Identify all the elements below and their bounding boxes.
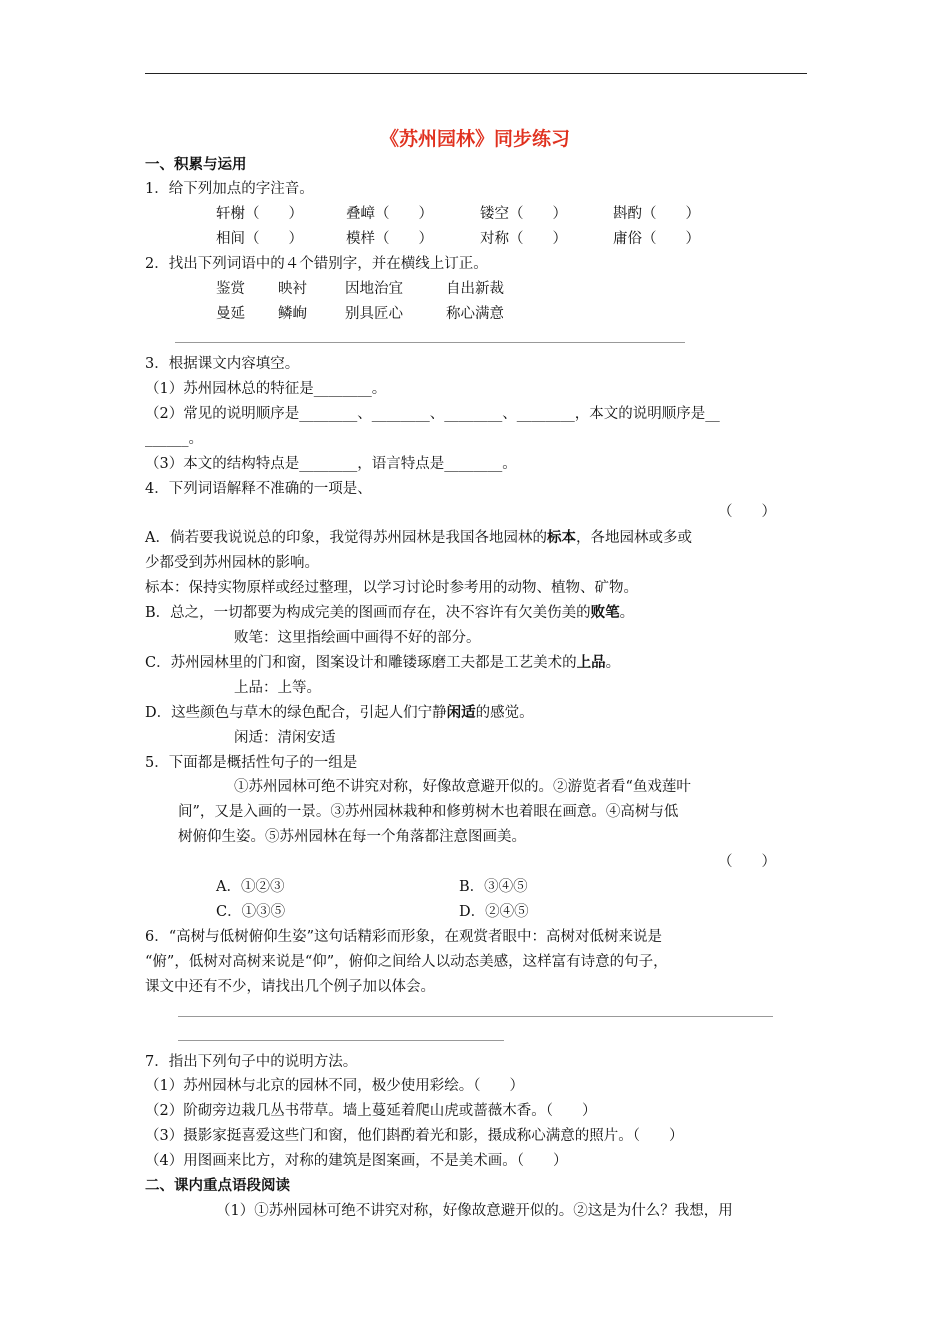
- q2-word: 鳞峋: [278, 306, 307, 322]
- reading-passage: （1）①苏州园林可绝不讲究对称，好像故意避开似的。②这是为什么？我想，用: [216, 1203, 733, 1219]
- q5-stem: 5．下面都是概括性句子的一组是: [145, 755, 358, 771]
- q1-item: 模样（ ）: [346, 231, 433, 247]
- q1-item: 相间（ ）: [216, 231, 303, 247]
- q4-option-a-cont: 少都受到苏州园林的影响。: [145, 555, 319, 571]
- q4-option-b: B．总之，一切都要为构成完美的图画而存在，决不容许有欠美伤美的败笔。: [145, 604, 635, 621]
- section-heading-1: 一、积累与运用: [145, 157, 247, 173]
- q5-passage-line: ①苏州园林可绝不讲究对称，好像故意避开似的。②游览者看“鱼戏莲叶: [234, 779, 691, 795]
- q2-answer-line[interactable]: [175, 342, 685, 343]
- q3-part1: （1）苏州园林总的特征是________。: [145, 381, 387, 397]
- q5-answer-paren[interactable]: （ ）: [718, 854, 776, 870]
- q2-word: 别具匠心: [345, 306, 403, 322]
- q4-b-emphasis: 败笔: [590, 604, 620, 621]
- q2-stem: 2．找出下列词语中的４个错别字，并在横线上订正。: [145, 256, 488, 272]
- q4-d-emphasis: 闲适: [446, 704, 476, 721]
- page-title: 《苏州园林》同步练习: [379, 128, 570, 150]
- q6-line: 课文中还有不少，请找出几个例子加以体会。: [145, 979, 435, 995]
- q6-line: “俯”，低树对高树来说是“仰”，俯仰之间给人以动态美感，这样富有诗意的句子，: [145, 954, 668, 970]
- q5-passage-line: 树俯仰生姿。⑤苏州园林在每一个角落都注意图画美。: [178, 829, 526, 845]
- q6-answer-line[interactable]: [178, 1040, 504, 1041]
- q4-option-a-gloss: 标本：保持实物原样或经过整理，以学习讨论时参考用的动物、植物、矿物。: [145, 580, 638, 596]
- q4-option-b-gloss: 败笔：这里指绘画中画得不好的部分。: [234, 630, 481, 646]
- q7-item: （1）苏州园林与北京的园林不同，极少使用彩绘。（ ）: [145, 1078, 524, 1094]
- q7-stem: 7．指出下列句子中的说明方法。: [145, 1054, 358, 1070]
- q7-item: （4）用图画来比方，对称的建筑是图案画，不是美术画。（ ）: [145, 1153, 568, 1169]
- q6-answer-line[interactable]: [178, 1016, 773, 1017]
- q1-item: 轩榭（ ）: [216, 206, 303, 222]
- header-rule: [145, 73, 807, 74]
- q2-word: 映衬: [278, 281, 307, 297]
- q4-c-emphasis: 上品: [576, 654, 606, 671]
- q7-item: （2）阶砌旁边栽几丛书带草。墙上蔓延着爬山虎或蔷薇木香。（ ）: [145, 1103, 597, 1119]
- q2-word: 称心满意: [446, 306, 504, 322]
- q4-stem: 4．下列词语解释不准确的一项是、: [145, 481, 372, 497]
- section-heading-2: 二、课内重点语段阅读: [145, 1178, 290, 1194]
- q2-word: 曼延: [216, 306, 245, 322]
- q7-item: （3）摄影家挺喜爱这些门和窗，他们斟酌着光和影，摄成称心满意的照片。（ ）: [145, 1128, 684, 1144]
- q1-item: 镂空（ ）: [480, 206, 567, 222]
- q4-a-emphasis: 标本: [546, 529, 576, 546]
- q4-option-d: D．这些颜色与草木的绿色配合，引起人们宁静闲适的感觉。: [145, 704, 534, 721]
- q4-option-d-gloss: 闲适：清闲安适: [234, 730, 336, 746]
- q4-option-c-gloss: 上品：上等。: [234, 680, 321, 696]
- q5-option-b: B．③④⑤: [459, 879, 528, 895]
- q2-word: 鉴赏: [216, 281, 245, 297]
- q4-option-a: A．倘若要我说说总的印象，我觉得苏州园林是我国各地园林的标本，各地园林或多或: [145, 529, 692, 546]
- q1-item: 叠嶂（ ）: [346, 206, 433, 222]
- q1-item: 庸俗（ ）: [613, 231, 700, 247]
- q4-answer-paren[interactable]: （ ）: [718, 504, 776, 520]
- q5-passage-line: 间”，又是入画的一景。③苏州园林栽种和修剪树木也着眼在画意。④高树与低: [178, 804, 679, 820]
- q2-word: 因地治宜: [345, 281, 403, 297]
- q1-stem: 1．给下列加点的字注音。: [145, 181, 314, 197]
- q3-part2: （2）常见的说明顺序是________、________、________、________，本文的说明顺序是__: [145, 406, 720, 422]
- q2-word: 自出新裁: [446, 281, 504, 297]
- q1-item: 斟酌（ ）: [613, 206, 700, 222]
- q3-stem: 3．根据课文内容填空。: [145, 356, 300, 372]
- q6-line: 6．“高树与低树俯仰生姿”这句话精彩而形象，在观赏者眼中：高树对低树来说是: [145, 929, 663, 945]
- q5-option-d: D．②④⑤: [459, 904, 529, 920]
- q3-part3: （3）本文的结构特点是________，语言特点是________。: [145, 456, 517, 472]
- q1-item: 对称（ ）: [480, 231, 567, 247]
- q5-option-c: C．①③⑤: [216, 904, 286, 920]
- q3-part2-cont: ______。: [145, 431, 203, 447]
- q5-option-a: A．①②③: [216, 879, 285, 895]
- q4-option-c: C．苏州园林里的门和窗，图案设计和雕镂琢磨工夫都是工艺美术的上品。: [145, 654, 621, 671]
